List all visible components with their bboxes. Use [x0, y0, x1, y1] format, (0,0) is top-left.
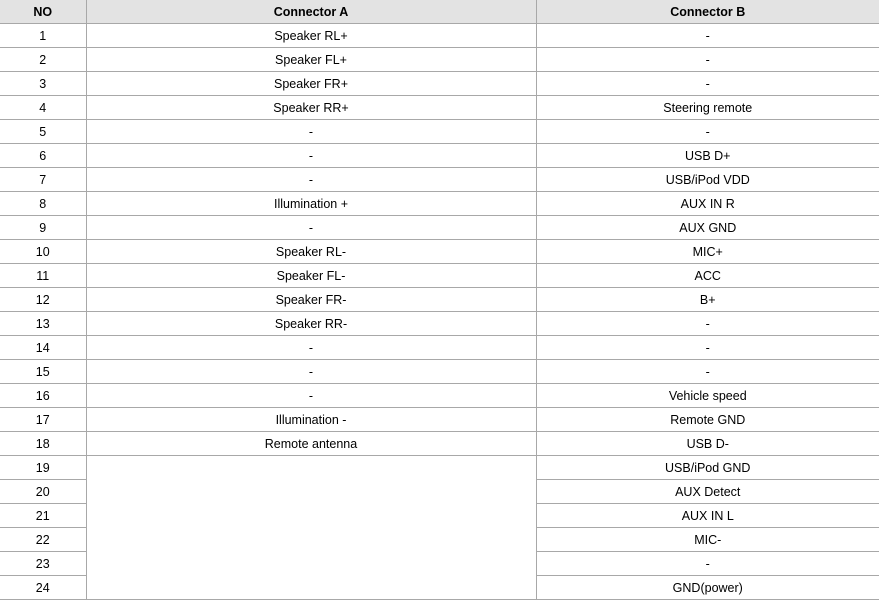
pin-number: 6	[0, 144, 86, 168]
pin-number: 21	[0, 504, 86, 528]
connector-b-cell: USB D+	[536, 144, 879, 168]
pin-number: 10	[0, 240, 86, 264]
connector-b-cell: MIC+	[536, 240, 879, 264]
connector-a-cell: Speaker FR-	[86, 288, 536, 312]
table-row	[0, 72, 879, 96]
connector-a-cell: Remote antenna	[86, 432, 536, 456]
connector-b-cell: -	[536, 48, 879, 72]
table-row	[0, 264, 879, 288]
table-row	[0, 96, 879, 120]
table-header	[0, 0, 879, 24]
pin-number: 3	[0, 72, 86, 96]
connector-a-cell: Illumination +	[86, 192, 536, 216]
connector-b-cell: AUX IN R	[536, 192, 879, 216]
pin-number: 7	[0, 168, 86, 192]
table-row	[0, 240, 879, 264]
table-row	[0, 336, 879, 360]
connector-b-cell: Steering remote	[536, 96, 879, 120]
table-row	[0, 192, 879, 216]
connector-a-cell: Illumination -	[86, 408, 536, 432]
connector-b-cell: AUX Detect	[536, 480, 879, 504]
connector-b-cell: MIC-	[536, 528, 879, 552]
table-row	[0, 384, 879, 408]
pin-number: 15	[0, 360, 86, 384]
connector-a-cell: Speaker RL-	[86, 240, 536, 264]
table-row	[0, 408, 879, 432]
table-row	[0, 24, 879, 48]
pin-number: 14	[0, 336, 86, 360]
table-row	[0, 312, 879, 336]
connector-a-cell: -	[86, 360, 536, 384]
table-row	[0, 360, 879, 384]
pin-number: 17	[0, 408, 86, 432]
table-row	[0, 216, 879, 240]
connector-b-cell: -	[536, 120, 879, 144]
connector-a-cell: Speaker RL+	[86, 24, 536, 48]
connector-b-cell: B+	[536, 288, 879, 312]
pin-number: 4	[0, 96, 86, 120]
connector-b-cell: USB/iPod GND	[536, 456, 879, 480]
table-row	[0, 456, 879, 480]
pin-number: 22	[0, 528, 86, 552]
connector-b-cell: AUX GND	[536, 216, 879, 240]
connector-b-cell: AUX IN L	[536, 504, 879, 528]
pin-number: 9	[0, 216, 86, 240]
table-row	[0, 48, 879, 72]
pin-number: 12	[0, 288, 86, 312]
table-row	[0, 168, 879, 192]
pin-number: 18	[0, 432, 86, 456]
connector-b-cell: Vehicle speed	[536, 384, 879, 408]
header-connector-b: Connector B	[536, 0, 879, 24]
connector-a-empty-merged-cell	[86, 456, 536, 600]
connector-a-cell: -	[86, 144, 536, 168]
pin-number: 19	[0, 456, 86, 480]
pin-number: 16	[0, 384, 86, 408]
connector-a-cell: -	[86, 336, 536, 360]
connector-b-cell: ACC	[536, 264, 879, 288]
connector-b-cell: USB/iPod VDD	[536, 168, 879, 192]
pin-number: 20	[0, 480, 86, 504]
table-row	[0, 288, 879, 312]
connector-b-cell: -	[536, 312, 879, 336]
connector-b-cell: -	[536, 336, 879, 360]
header-no: NO	[0, 0, 86, 24]
connector-b-cell: -	[536, 552, 879, 576]
table-row	[0, 144, 879, 168]
connector-b-cell: Remote GND	[536, 408, 879, 432]
connector-a-cell: -	[86, 120, 536, 144]
pin-number: 11	[0, 264, 86, 288]
connector-b-cell: -	[536, 72, 879, 96]
connector-a-cell: Speaker FL-	[86, 264, 536, 288]
table-body	[0, 24, 879, 600]
connector-a-cell: -	[86, 384, 536, 408]
pin-number: 24	[0, 576, 86, 600]
connector-a-cell: Speaker RR-	[86, 312, 536, 336]
header-connector-a: Connector A	[86, 0, 536, 24]
header-row	[0, 0, 879, 24]
pin-number: 13	[0, 312, 86, 336]
connector-a-cell: Speaker FL+	[86, 48, 536, 72]
connector-b-cell: -	[536, 24, 879, 48]
connector-b-cell: -	[536, 360, 879, 384]
connector-a-cell: -	[86, 216, 536, 240]
connector-b-cell: GND(power)	[536, 576, 879, 600]
pin-number: 8	[0, 192, 86, 216]
pin-number: 2	[0, 48, 86, 72]
connector-a-cell: -	[86, 168, 536, 192]
connector-b-cell: USB D-	[536, 432, 879, 456]
pin-number: 5	[0, 120, 86, 144]
table-row	[0, 120, 879, 144]
connector-a-cell: Speaker RR+	[86, 96, 536, 120]
table-row	[0, 432, 879, 456]
pin-number: 23	[0, 552, 86, 576]
connector-a-cell: Speaker FR+	[86, 72, 536, 96]
pin-number: 1	[0, 24, 86, 48]
